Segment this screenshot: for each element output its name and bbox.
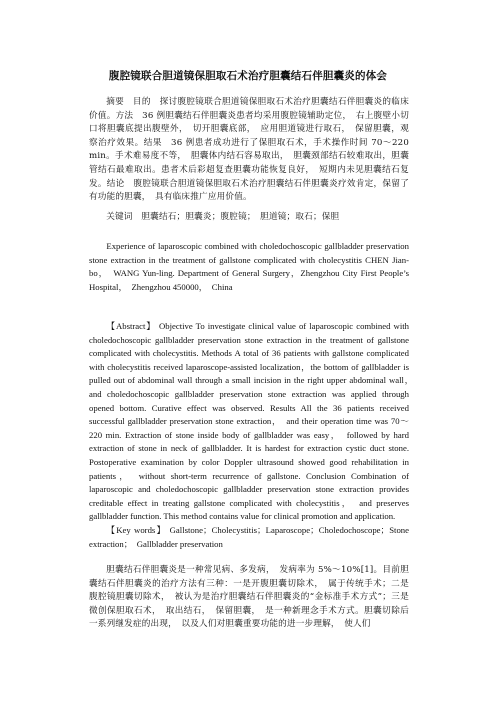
body-paragraph-text: 胆囊结石伴胆囊炎是一种常见病、多发病， 发病率为 5%～10%[1]。目前胆囊结石伴胆囊炎的治疗方法有三种：一是开腹胆囊切除术， 属于传统手术；二是腹腔镜胆囊切除术， 被认为是治疗胆囊结石伴胆囊炎的“金标准手术方式”；三是微创保胆取石术， 取出结石， 保留胆囊， 是一种新理念手术方式。胆囊切除后一系列继发症的出现， 以及人们对胆囊重要功能的进一步理解， 使人们 xyxy=(89,565,409,630)
chinese-abstract-text: 摘要 目的 探讨腹腔镜联合胆道镜保胆取石术治疗胆囊结石伴胆囊炎的临床价值。方法 36 例胆囊结石伴胆囊炎患者均采用腹腔镜辅助定位， 右上腹壁小切口将胆囊底提出腹壁外， 切开胆囊底部， 应用胆道镜进行取石， 保留胆囊，观察治疗效果。结果 36 例患者成功进行了保胆取石术，手术操作时间 70～220 min。手术难易度不等， 胆囊体内结石容易取出， 胆囊颈部结石较难取出，胆囊管结石最难取出。患者术后彩超复查胆囊功能恢复良好， 短期内未见胆囊结石复发。结论 腹腔镜联合胆道镜保胆取石术治疗胆囊结石伴胆囊炎疗效肯定，保留了有功能的胆囊， 具有临床推广应用价值。 xyxy=(89,97,409,203)
english-keywords xyxy=(89,524,409,551)
english-keywords-text: 【Key words】 Gallstone；Cholecystitis；Laparoscope；Choledochoscope；Stone extraction； Gallbladder preservation xyxy=(89,525,409,549)
body-paragraph xyxy=(89,564,409,632)
english-abstract xyxy=(89,320,418,524)
chinese-keywords-text: 关键词 胆囊结石；胆囊炎；腹腔镜； 胆道镜；取石；保胆 xyxy=(106,212,340,222)
english-abstract-text: 【Abstract】 Objective To investigate clinical value of laparoscopic combined with choledochoscopic gallbladder preservation stone extraction in the treatment of gallstone complicated with cholecystitis. Methods A total of 36 patients with gallstone complicated with cholecystitis received laparoscope-assisted localization，the bottom of gallbladder is pulled out of abdominal wall through a small incision in the right upper abdominal wall， and choledochoscopic gallbladder preservation stone extraction was applied through opened bottom. Curative effect was observed. Results All the 36 patients received successful gallbladder preservation stone extraction， and their operation time was 70～220 min. Extraction of stone inside body of gallbladder was easy， followed by hard extraction of stone in neck of gallbladder. It is hardest for extraction cystic duct stone. Postoperative examination by color Doppler ultrasound showed good rehabilitation in patients， without short-term recurrence of gallstone. Conclusion Combination of laparoscopic and choledochoscopic gallbladder preservation stone extraction provides creditable effect in treating gallstone complicated with cholecystitis， and preserves gallbladder function. This method contains value for clinical promotion and application. xyxy=(89,321,418,522)
article-title: 腹腔镜联合胆道镜保胆取石术治疗胆囊结石伴胆囊炎的体会 xyxy=(108,70,388,82)
english-title-block xyxy=(89,240,409,294)
chinese-abstract xyxy=(89,96,409,205)
chinese-keywords xyxy=(89,211,409,225)
english-title-text: Experience of laparoscopic combined with choledochoscopic gallbladder preservation stone extraction in the treatment of gallstone complicated with cholecystitis CHEN Jian-bo， WANG Yun-ling. Department of General Surgery，Zhengzhou City First People’s Hospital， Zhengzhou 450000， China xyxy=(89,241,409,292)
